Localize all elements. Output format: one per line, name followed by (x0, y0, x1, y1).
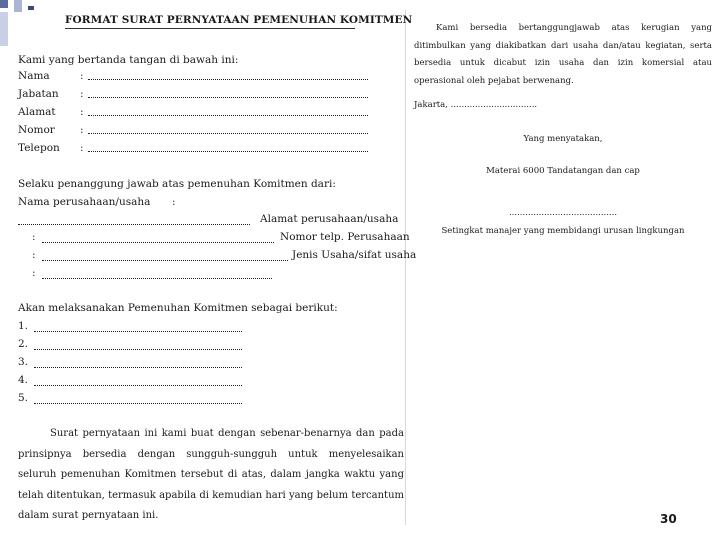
company-name-colon: : (172, 196, 176, 208)
section-header: Selaku penanggung jawab atas pemenuhan Komitmen dari: (18, 178, 336, 190)
closing-paragraph: Surat pernyataan ini kami buat dengan sebenar-benarnya dan pada prinsipnya bersedia dengan sungguh-sungguh untuk menyelesaikan seluruh pemenuhan Komitmen tersebut di atas, dalam jangka waktu yang telah ditentukan, termasuk apabila di kemudian hari yang belum tercantum dalam surat pernyataan ini. (18, 428, 404, 521)
field-colon: : (80, 142, 84, 154)
title-underline (65, 28, 355, 29)
field-label: Nama (18, 70, 50, 82)
fill-line (88, 133, 368, 134)
field-label: Alamat (18, 106, 56, 118)
fill-line (42, 278, 272, 279)
fill-line (88, 79, 368, 80)
intro-text: Kami yang bertanda tangan di bawah ini: (18, 54, 239, 66)
fill-line (42, 260, 288, 261)
fill-line (34, 349, 242, 350)
signature-line: ........................................ (508, 208, 618, 218)
row-colon: : (32, 249, 36, 261)
fill-line (18, 224, 250, 225)
fill-line (34, 403, 242, 404)
commit-item-number: 1. (18, 320, 29, 332)
commit-item-number: 4. (18, 374, 29, 386)
column-divider (405, 10, 406, 525)
row-colon: : (32, 267, 36, 279)
signer-label: Yang menyatakan, (523, 134, 603, 144)
field-label: Telepon (18, 142, 60, 154)
field-colon: : (80, 88, 84, 100)
page-number: 30 (660, 512, 677, 526)
field-label: Jabatan (18, 88, 59, 100)
slide-decoration (0, 12, 8, 46)
slide-decoration (28, 6, 34, 10)
field-colon: : (80, 106, 84, 118)
row-colon: : (32, 231, 36, 243)
slide-decoration (14, 0, 22, 12)
field-colon: : (80, 70, 84, 82)
fill-line (34, 367, 242, 368)
stamp-label: Materai 6000 Tandatangan dan cap (486, 166, 640, 176)
company-name-label: Nama perusahaan/usaha (18, 196, 151, 208)
field-label: Nomor (18, 124, 55, 136)
document-title: FORMAT SURAT PERNYATAAN PEMENUHAN KOMITMEN (65, 14, 413, 26)
fill-line (42, 242, 274, 243)
company-type-label: Jenis Usaha/sifat usaha (292, 249, 417, 261)
commit-item-number: 2. (18, 338, 29, 350)
field-colon: : (80, 124, 84, 136)
slide-decoration (0, 0, 8, 8)
place-date: Jakarta, ................................ (414, 100, 538, 110)
fill-line (88, 151, 368, 152)
fill-line (88, 115, 368, 116)
fill-line (88, 97, 368, 98)
company-phone-label: Nomor telp. Perusahaan (280, 231, 410, 243)
commit-item-number: 5. (18, 392, 29, 404)
commit-item-number: 3. (18, 356, 29, 368)
signer-title: Setingkat manajer yang membidangi urusan lingkungan (441, 226, 685, 236)
commit-header: Akan melaksanakan Pemenuhan Komitmen sebagai berikut: (18, 302, 338, 314)
company-address-label: Alamat perusahaan/usaha (260, 213, 399, 225)
liability-paragraph: Kami bersedia bertanggungjawab atas kerugian yang ditimbulkan yang diakibatkan dari usaha dan/atau kegiatan, serta bersedia untuk dicabut izin usaha dan izin komersial atau operasional oleh pejabat berwenang. (414, 23, 712, 86)
fill-line (34, 385, 242, 386)
fill-line (34, 331, 242, 332)
